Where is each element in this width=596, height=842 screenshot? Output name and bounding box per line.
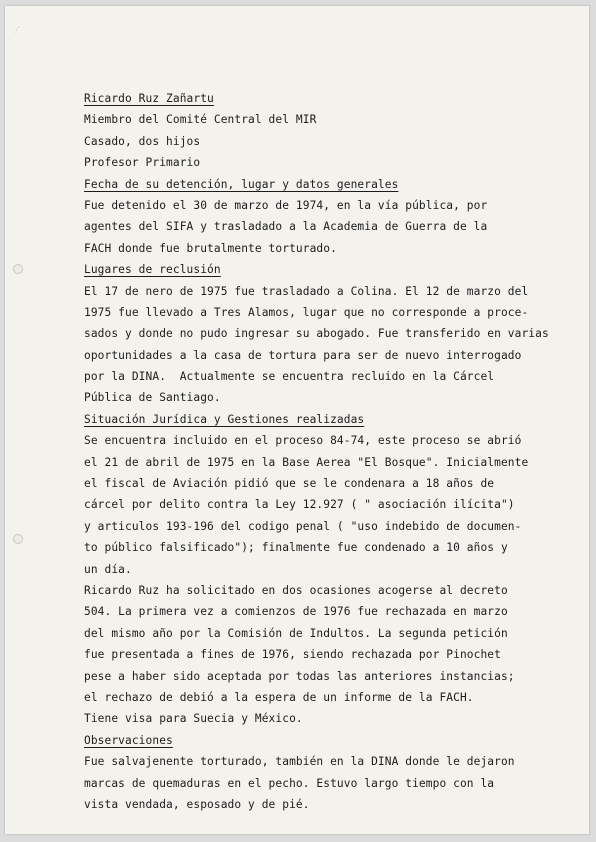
person-name: Ricardo Ruz Zañartu [84, 92, 214, 105]
legal-status-line: el rechazo de debió a la espera de un informe de la FACH. [84, 690, 474, 704]
legal-status-line: fue presentada a fines de 1976, siendo rechazada por Pinochet [84, 648, 501, 662]
legal-status-line: to público falsificado"); finalmente fue condenado a 10 años y [84, 541, 508, 555]
punch-hole [13, 264, 23, 274]
section-heading-reclusion: Lugares de reclusión [84, 263, 221, 277]
detention-line: FACH donde fue brutalmente torturado. [84, 241, 337, 255]
detention-line: agentes del SIFA y trasladado a la Academia de Guerra de la [84, 220, 488, 234]
legal-status-line: 504. La primera vez a comienzos de 1976 fue rechazada en marzo [84, 605, 508, 619]
section-heading-observations: Observaciones [84, 733, 173, 747]
legal-status-line: cárcel por delito contra la Ley 12.927 ( " asociación ilícita") [84, 498, 515, 512]
observations-line: Fue salvajenente torturado, también en la DINA donde le dejaron [84, 755, 515, 769]
legal-status-line: Ricardo Ruz ha solicitado en dos ocasiones acogerse al decreto [84, 583, 508, 597]
legal-status-line: y articulos 193-196 del codigo penal ( "uso indebido de documen- [84, 519, 522, 533]
reclusion-line: 1975 fue llevado a Tres Alamos, lugar que no corresponde a proce- [84, 305, 529, 319]
reclusion-line: Pública de Santiago. [84, 391, 221, 405]
section-heading-detention: Fecha de su detención, lugar y datos generales [84, 177, 399, 191]
reclusion-line: sados y donde no pudo ingresar su abogado. Fue transferido en varias [84, 327, 549, 341]
detention-line: Fue detenido el 30 de marzo de 1974, en la vía pública, por [84, 198, 488, 212]
legal-status-line: del mismo año por la Comisión de Indultos. La segunda petición [84, 626, 508, 640]
section-heading-legal-status: Situación Jurídica y Gestiones realizadas [84, 412, 365, 426]
person-role: Miembro del Comité Central del MIR [84, 113, 317, 127]
reclusion-line: oportunidades a la casa de tortura para ser de nuevo interrogado [84, 348, 522, 362]
person-family: Casado, dos hijos [84, 134, 201, 148]
observations-line: marcas de quemaduras en el pecho. Estuvo largo tiempo con la [84, 776, 495, 790]
legal-status-line: el 21 de abril de 1975 en la Base Aerea "El Bosque". Inicialmente [84, 455, 529, 469]
legal-status-line: Se encuentra incluido en el proceso 84-74, este proceso se abrió [84, 434, 522, 448]
edge-mark: ⋰ [13, 26, 20, 34]
legal-status-line: Tiene visa para Suecia y México. [84, 712, 303, 726]
punch-hole [13, 534, 23, 544]
legal-status-line: un día. [84, 562, 132, 576]
legal-status-line: pese a haber sido aceptada por todas las anteriores instancias; [84, 669, 515, 683]
typed-text-body [84, 88, 590, 815]
observations-line: vista vendada, esposado y de pié. [84, 797, 310, 811]
legal-status-line: el fiscal de Aviación pidió que se le condenara a 18 años de [84, 477, 495, 491]
reclusion-line: por la DINA. Actualmente se encuentra recluido en la Cárcel [84, 370, 495, 384]
person-profession: Profesor Primario [84, 156, 201, 170]
reclusion-line: El 17 de nero de 1975 fue trasladado a Colina. El 12 de marzo del [84, 284, 529, 298]
